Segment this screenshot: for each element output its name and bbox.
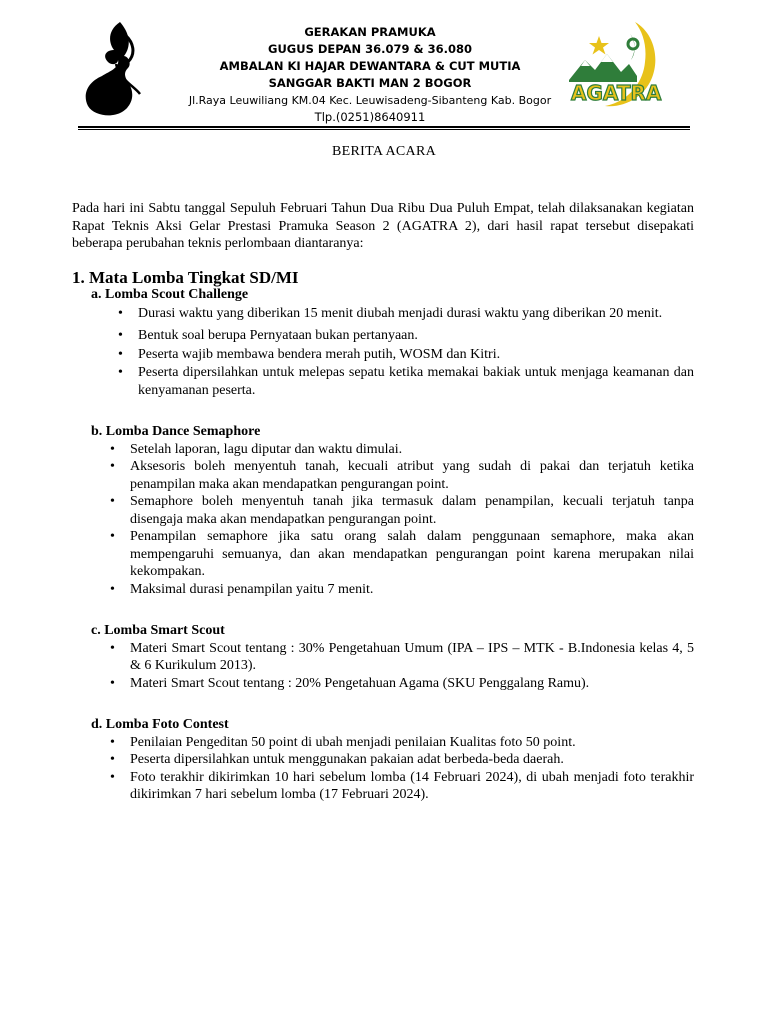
subsection-heading-dance-semaphore: b. Lomba Dance Semaphore (91, 424, 261, 439)
gugus-depan: GUGUS DEPAN 36.079 & 36.080 (268, 42, 472, 56)
list-item: • Peserta dipersilahkan untuk melepas sepatu ketika memakai bakiak untuk menjaga keamanan dan kenyamanan peserta. (138, 364, 694, 399)
list-item: • Setelah laporan, lagu diputar dan waktu dimulai. (130, 441, 694, 459)
list-item: • Foto terakhir dikirimkan 10 hari sebelum lomba (14 Februari 2024), di ubah menjadi foto terakhir dikirimkan 7 hari sebelum lomba (17 Februari 2024). (130, 769, 694, 804)
subsection-heading-scout-challenge: a. Lomba Scout Challenge (91, 287, 249, 302)
sanggar-name: SANGGAR BAKTI MAN 2 BOGOR (268, 76, 472, 90)
agatra-logo-text: AGATRA (571, 81, 662, 105)
list-item: • Peserta wajib membawa bendera merah putih, WOSM dan Kitri. (138, 346, 694, 364)
document-body (72, 200, 694, 804)
org-name: GERAKAN PRAMUKA (304, 25, 436, 39)
list-item: • Bentuk soal berupa Pernyataan bukan pertanyaan. (138, 327, 694, 345)
agatra-logo-icon (565, 18, 665, 118)
scout-challenge-list (138, 305, 694, 400)
list-item: • Penampilan semaphore jika satu orang salah dalam penggunaan semaphore, maka akan mempengaruhi semuanya, dan akan mendapatkan pengurangan point karena merupakan nilai kekompakan. (130, 528, 694, 581)
list-item: • Penilaian Pengeditan 50 point di ubah menjadi penilaian Kualitas foto 50 point. (130, 734, 694, 752)
phone: Tlp.(0251)8640911 (314, 110, 426, 124)
foto-contest-list (130, 734, 694, 804)
header-rule-thin (78, 129, 690, 130)
ambalan-name: AMBALAN KI HAJAR DEWANTARA & CUT MUTIA (219, 59, 521, 73)
header-rule (78, 126, 690, 128)
list-item: • Durasi waktu yang diberikan 15 menit diubah menjadi durasi waktu yang diberikan 20 menit. (138, 305, 694, 323)
list-item: • Materi Smart Scout tentang : 30% Pengetahuan Umum (IPA – IPS – MTK - B.Indonesia kelas 4, 5 & 6 Kurikulum 2013). (130, 640, 694, 675)
list-item: • Semaphore boleh menyentuh tanah jika termasuk dalam penampilan, kecuali terjatuh tanpa disengaja maka akan mendapatkan pengurangan point. (130, 493, 694, 528)
list-item: • Materi Smart Scout tentang : 20% Pengetahuan Agama (SKU Penggalang Ramu). (130, 675, 694, 693)
dance-semaphore-list (130, 441, 694, 599)
subsection-heading-foto-contest: d. Lomba Foto Contest (91, 717, 229, 732)
document-title: BERITA ACARA (332, 144, 436, 159)
intro-paragraph: Pada hari ini Sabtu tanggal Sepuluh Februari Tahun Dua Ribu Dua Puluh Empat, telah dilaksanakan kegiatan Rapat Teknis Aksi Gelar Prestasi Pramuka Season 2 (AGATRA 2), dari hasil rapat tersebut disepakati beberapa perubahan teknis perlombaan diantaranya: (72, 201, 694, 251)
list-item: • Peserta dipersilahkan untuk menggunakan pakaian adat berbeda-beda daerah. (130, 751, 694, 769)
list-item: • Maksimal durasi penampilan yaitu 7 menit. (130, 581, 694, 599)
letterhead (0, 0, 768, 130)
list-item: • Aksesoris boleh menyentuh tanah, kecuali atribut yang sudah di pakai dan terjatuh ketika penampilan maka akan mendapatkan pengurangan point. (130, 458, 694, 493)
letterhead-text (170, 24, 570, 126)
smart-scout-list (130, 640, 694, 693)
subsection-heading-smart-scout: c. Lomba Smart Scout (91, 623, 225, 638)
address: Jl.Raya Leuwiliang KM.04 Kec. Leuwisadeng-Sibanteng Kab. Bogor (188, 94, 552, 107)
section-heading: 1. Mata Lomba Tingkat SD/MI (72, 267, 299, 287)
tunas-kelapa-logo-icon (78, 20, 158, 118)
